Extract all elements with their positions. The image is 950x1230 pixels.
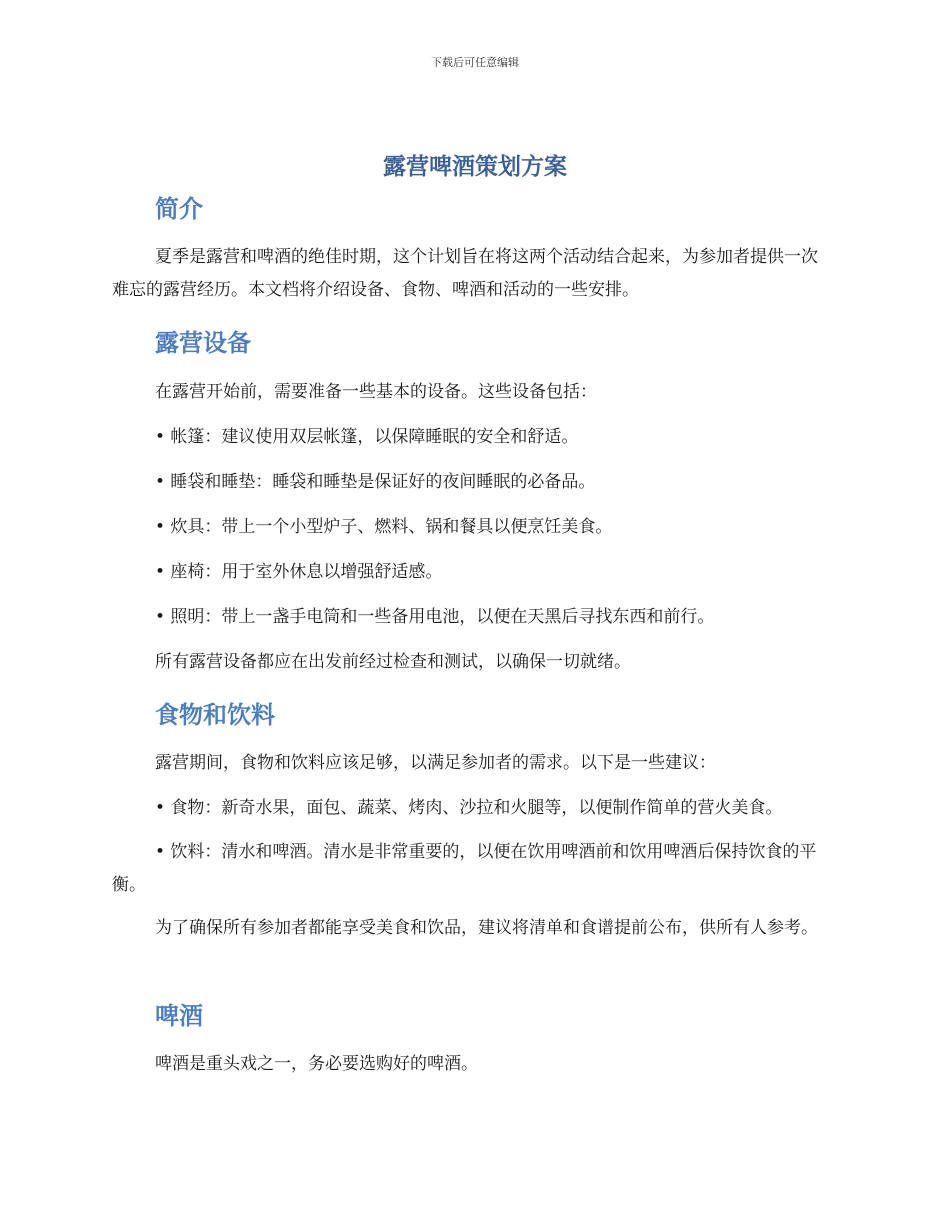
heading-intro: 简介 — [155, 195, 203, 223]
food-closing: 为了确保所有参加者都能享受美食和饮品，建议将清单和食谱提前公布，供所有人参考。 — [155, 918, 818, 938]
header-note: 下载后可任意编辑 — [431, 56, 519, 69]
equipment-lead: 在露营开始前，需要准备一些基本的设备。这些设备包括： — [155, 382, 597, 402]
food-lead: 露营期间，食物和饮料应该足够，以满足参加者的需求。以下是一些建议： — [155, 753, 716, 773]
intro-paragraph: 夏季是露营和啤酒的绝佳时期，这个计划旨在将这两个活动结合起来，为参加者提供一次难忘的露营经历。本文档将介绍设备、食物、啤酒和活动的一些安排。 — [112, 247, 818, 300]
equipment-closing: 所有露营设备都应在出发前经过检查和测试，以确保一切就绪。 — [155, 652, 631, 672]
equipment-item-chairs: • 座椅：用于室外休息以增强舒适感。 — [155, 562, 443, 582]
beer-lead: 啤酒是重头戏之一，务必要选购好的啤酒。 — [155, 1054, 478, 1074]
equipment-item-lighting: • 照明：带上一盏手电筒和一些备用电池，以便在天黑后寻找东西和前行。 — [155, 607, 715, 627]
heading-equipment: 露营设备 — [155, 329, 251, 357]
equipment-item-tent: • 帐篷：建议使用双层帐篷，以保障睡眠的安全和舒适。 — [155, 427, 579, 447]
equipment-item-sleeping: • 睡袋和睡垫：睡袋和睡垫是保证好的夜间睡眠的必备品。 — [155, 472, 596, 492]
heading-beer: 啤酒 — [155, 1002, 203, 1030]
heading-food: 食物和饮料 — [155, 701, 275, 729]
document-title: 露营啤酒策划方案 — [383, 154, 567, 180]
equipment-item-cookware: • 炊具：带上一个小型炉子、燃料、锅和餐具以便烹饪美食。 — [155, 517, 613, 537]
food-item-food: • 食物：新奇水果，面包、蔬菜、烤肉、沙拉和火腿等，以便制作简单的营火美食。 — [155, 798, 783, 818]
food-item-drink: • 饮料：清水和啤酒。清水是非常重要的，以便在饮用啤酒前和饮用啤酒后保持饮食的平衡。 — [112, 842, 817, 895]
